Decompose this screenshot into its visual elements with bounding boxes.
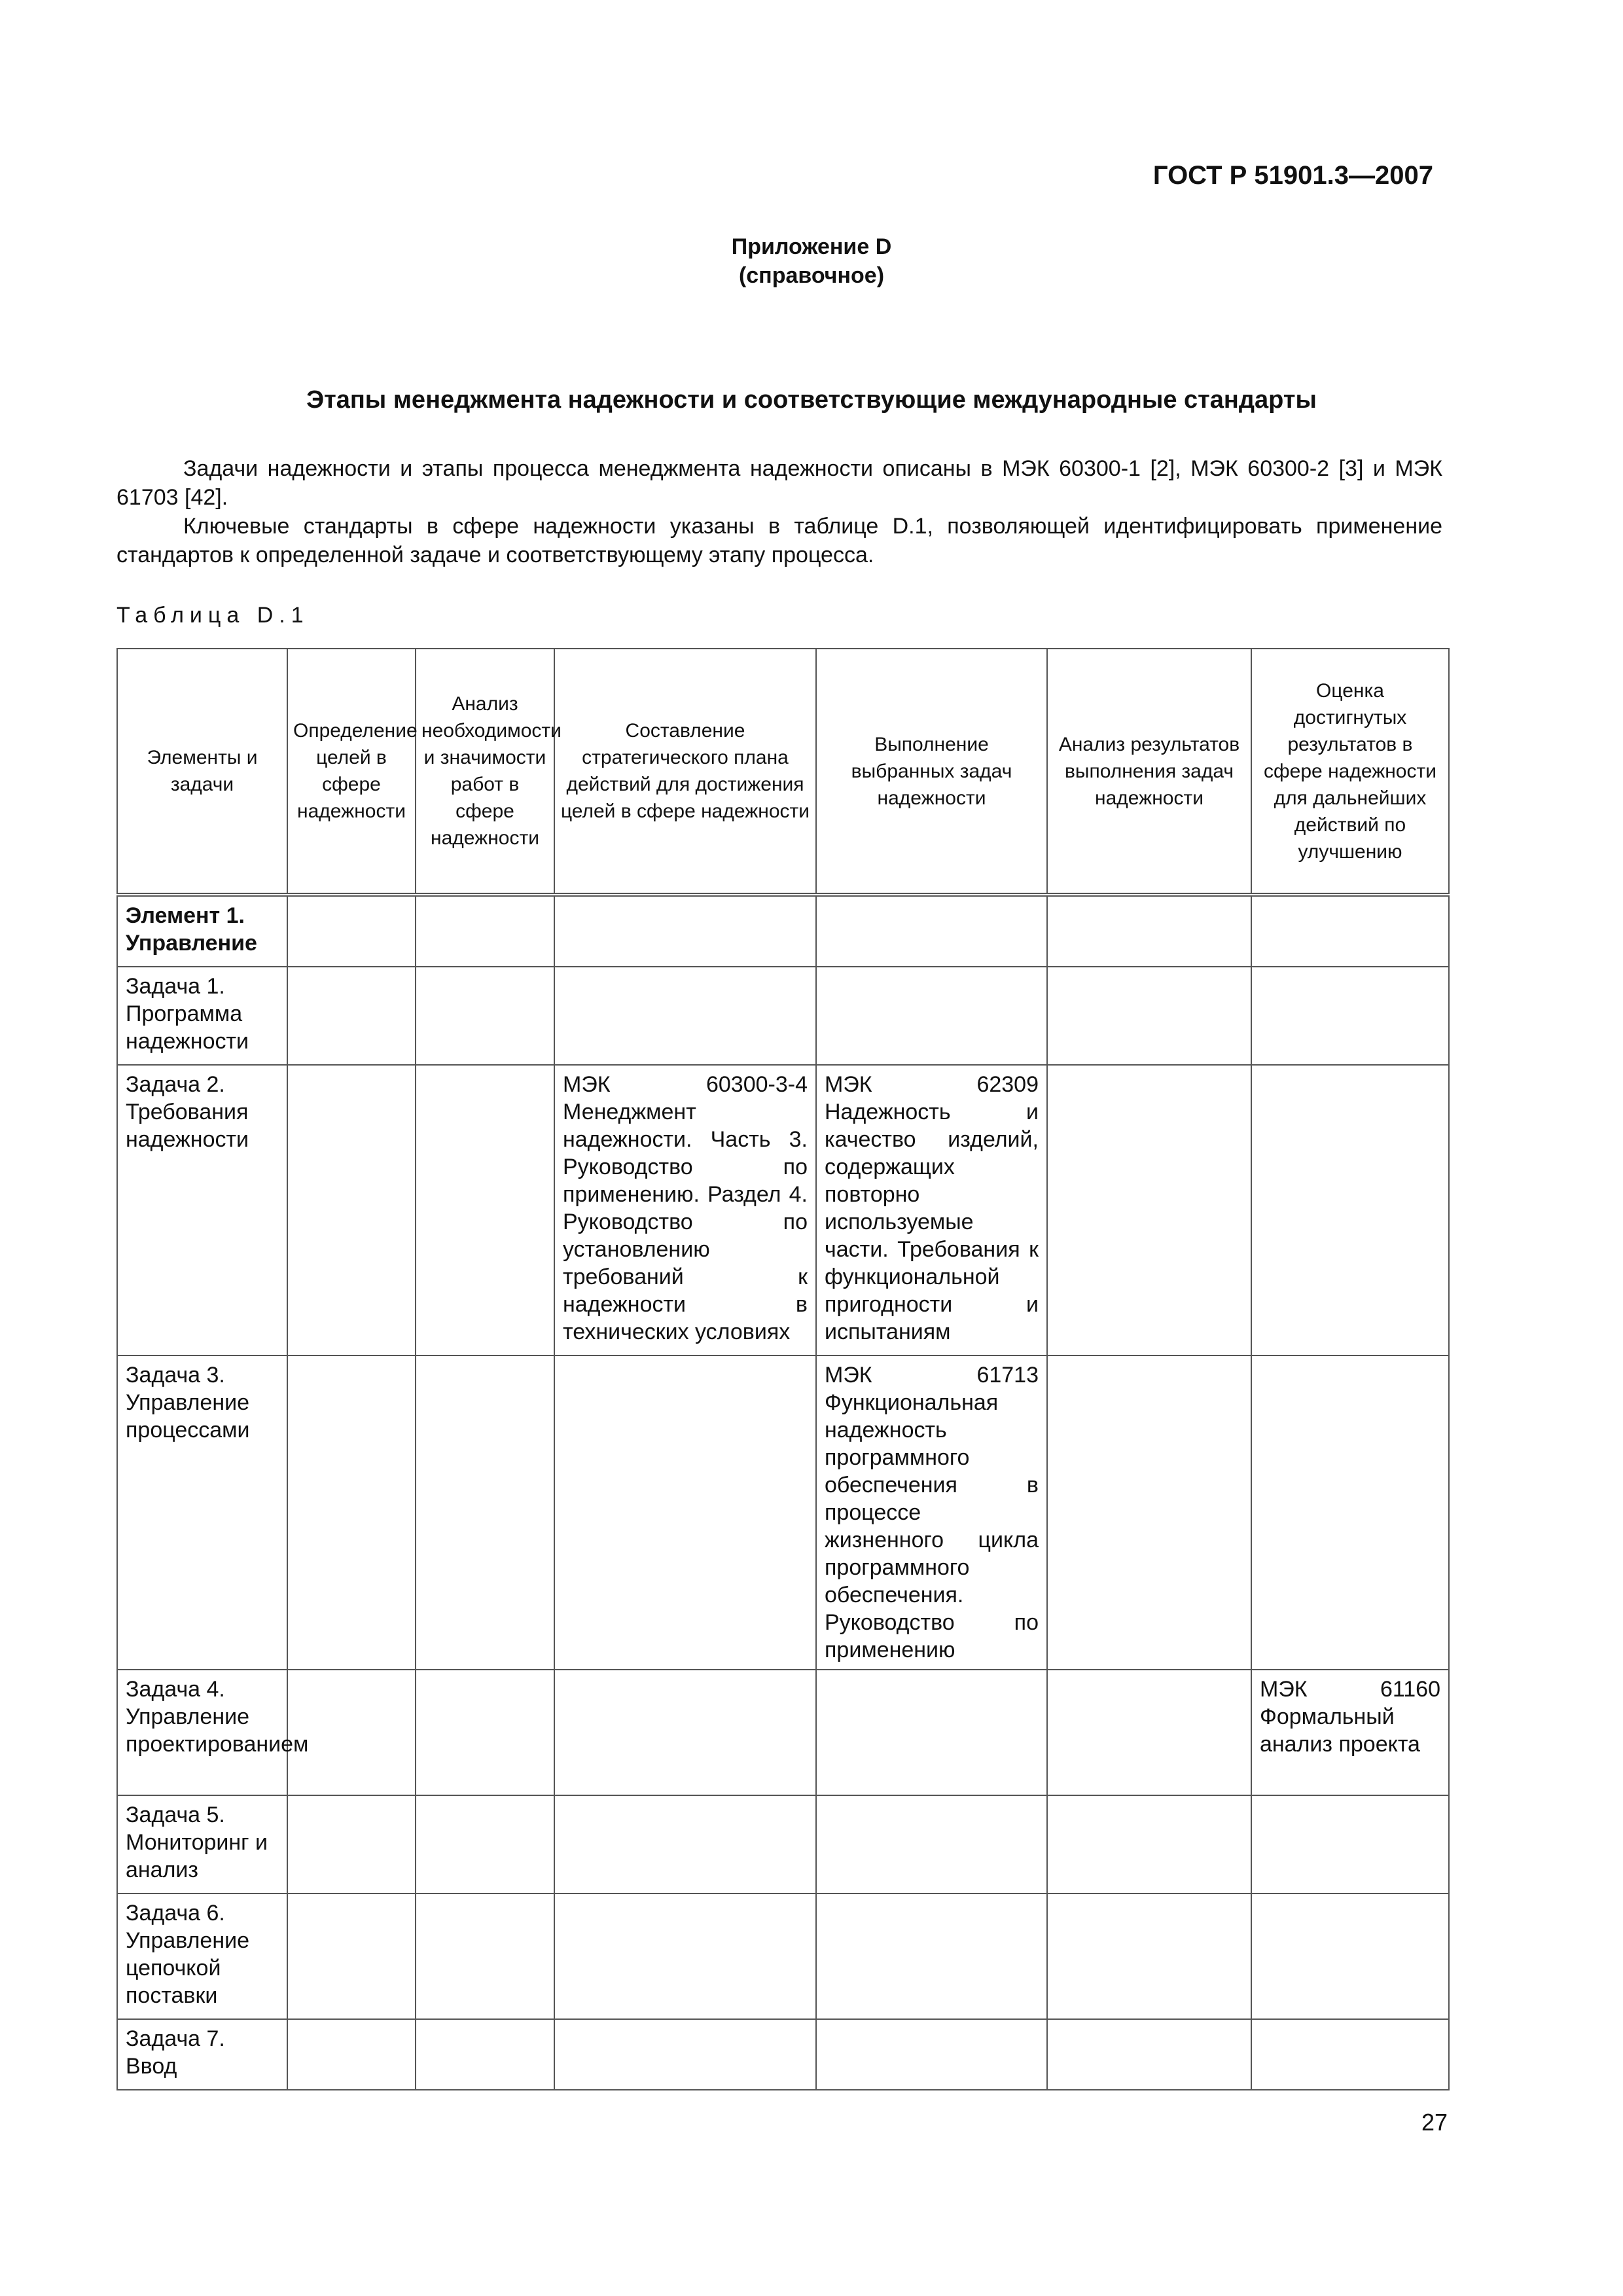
table-row xyxy=(117,1065,1449,1355)
table-cell: МЭК 60300-3-4 Менеджмент надежности. Часть 3. Руководство по применению. Раздел 4. Руководство по установлению требований к надежности в технических условиях xyxy=(554,1065,816,1355)
table-cell xyxy=(287,1065,416,1355)
table-cell xyxy=(416,1065,554,1355)
document-title: Этапы менеджмента надежности и соответствующие международные стандарты xyxy=(306,386,1317,414)
table-cell xyxy=(416,1670,554,1795)
table-cell xyxy=(554,967,816,1065)
table-cell xyxy=(1251,967,1449,1065)
table-row xyxy=(117,2019,1449,2090)
appendix-type: (справочное) xyxy=(738,263,885,288)
table-cell xyxy=(816,1670,1047,1795)
column-header: Выполнение выбранных задач надежности xyxy=(816,649,1047,895)
row-label: Задача 4. Управление проектированием xyxy=(117,1670,287,1795)
table-cell xyxy=(416,2019,554,2090)
table-row xyxy=(117,895,1449,967)
table-cell xyxy=(1251,1355,1449,1670)
table-cell xyxy=(1047,1795,1251,1893)
table-caption: Таблица D.1 xyxy=(116,603,310,628)
table-header-row xyxy=(117,649,1449,895)
table-cell xyxy=(554,1670,816,1795)
paragraph: Ключевые стандарты в сфере надежности указаны в таблице D.1, позволяющей идентифицировать применение стандартов к определенной задаче и соответствующему этапу процесса. xyxy=(116,514,1442,567)
row-label: Задача 5. Мониторинг и анализ xyxy=(117,1795,287,1893)
appendix-heading xyxy=(0,232,1623,290)
table-row xyxy=(117,1893,1449,2019)
standard-id: ГОСТ Р 51901.3—2007 xyxy=(1152,161,1433,190)
row-label: Элемент 1. Управление xyxy=(117,895,287,967)
paragraph: Задачи надежности и этапы процесса менеджмента надежности описаны в МЭК 60300-1 [2], МЭК 60300-2 [3] и МЭК 61703 [42]. xyxy=(116,456,1442,510)
table-cell xyxy=(287,1355,416,1670)
table-cell xyxy=(554,1893,816,2019)
column-header: Анализ результатов выполнения задач надежности xyxy=(1047,649,1251,895)
page-number: 27 xyxy=(1421,2109,1448,2136)
table-cell: МЭК 62309 Надежность и качество изделий, содержащих повторно используемые части. Требования к функциональной пригодности и испытаниям xyxy=(816,1065,1047,1355)
table-cell xyxy=(1047,1065,1251,1355)
table-row xyxy=(117,967,1449,1065)
column-header: Анализ необходимости и значимости работ в сфере надежности xyxy=(416,649,554,895)
table-cell xyxy=(554,1795,816,1893)
table-cell: МЭК 61160 Формальный анализ проекта xyxy=(1251,1670,1449,1795)
table-cell xyxy=(1047,967,1251,1065)
table-cell xyxy=(554,1355,816,1670)
row-label: Задача 2. Требования надежности xyxy=(117,1065,287,1355)
table-cell xyxy=(1047,2019,1251,2090)
row-label: Задача 7. Ввод xyxy=(117,2019,287,2090)
table-cell xyxy=(287,1893,416,2019)
table-cell xyxy=(416,1893,554,2019)
table-cell xyxy=(816,895,1047,967)
row-label: Задача 3. Управление процессами xyxy=(117,1355,287,1670)
appendix-title: Приложение D xyxy=(731,234,892,259)
table-cell xyxy=(1047,1670,1251,1795)
table-cell xyxy=(1047,895,1251,967)
column-header: Оценка достигнутых результатов в сфере надежности для дальнейших действий по улучшению xyxy=(1251,649,1449,895)
table-cell xyxy=(416,1795,554,1893)
table-cell xyxy=(554,2019,816,2090)
table-cell xyxy=(287,967,416,1065)
table-row xyxy=(117,1795,1449,1893)
column-header: Элементы и задачи xyxy=(117,649,287,895)
table-cell xyxy=(287,895,416,967)
table-cell: МЭК 61713 Функциональная надежность программного обеспечения в процессе жизненного цикла программного обеспечения. Руководство по применению xyxy=(816,1355,1047,1670)
table-cell xyxy=(287,2019,416,2090)
standards-table xyxy=(116,648,1450,2090)
row-label: Задача 6. Управление цепочкой поставки xyxy=(117,1893,287,2019)
table-cell xyxy=(416,895,554,967)
table-cell xyxy=(416,967,554,1065)
table-cell xyxy=(816,1893,1047,2019)
table-cell xyxy=(1251,1065,1449,1355)
table-cell xyxy=(1047,1355,1251,1670)
table-cell xyxy=(1251,895,1449,967)
column-header: Составление стратегического плана действий для достижения целей в сфере надежности xyxy=(554,649,816,895)
row-label: Задача 1. Программа надежности xyxy=(117,967,287,1065)
table-cell xyxy=(1251,1893,1449,2019)
column-header: Определение целей в сфере надежности xyxy=(287,649,416,895)
table-cell xyxy=(1251,2019,1449,2090)
table-cell xyxy=(1251,1795,1449,1893)
table-cell xyxy=(1047,1893,1251,2019)
table-row xyxy=(117,1670,1449,1795)
table-cell xyxy=(416,1355,554,1670)
table-cell xyxy=(816,1795,1047,1893)
table-cell xyxy=(554,895,816,967)
table-cell xyxy=(816,2019,1047,2090)
table-row xyxy=(117,1355,1449,1670)
table-cell xyxy=(816,967,1047,1065)
table-cell xyxy=(287,1795,416,1893)
